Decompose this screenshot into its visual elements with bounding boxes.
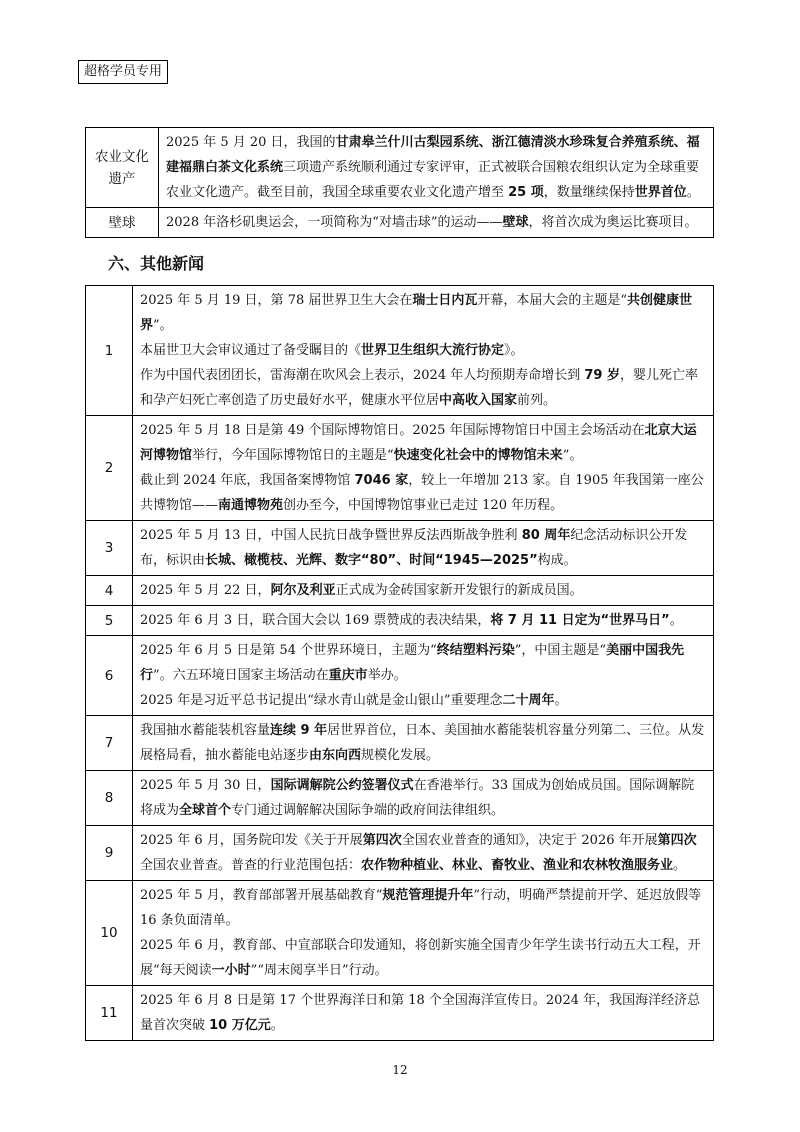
text-run: 》。 <box>504 343 524 358</box>
highlighted-text: 规范管理提升年 <box>382 888 474 903</box>
news-number: 2 <box>86 416 133 521</box>
row-label: 壁球 <box>86 208 159 238</box>
news-number: 1 <box>86 286 133 416</box>
text-run: 2025 年 6 月 3 日，联合国大会以 169 票赞成的表决结果， <box>140 613 491 628</box>
row-content <box>159 128 714 208</box>
news-row <box>86 881 714 986</box>
highlighted-text: 二十周年 <box>502 693 555 708</box>
news-row <box>86 606 714 636</box>
section-title: 六、其他新闻 <box>108 254 205 273</box>
highlighted-text: 快速变化社会中的博物馆未来 <box>393 448 563 463</box>
news-content <box>133 286 714 416</box>
paragraph <box>140 718 707 768</box>
paragraph <box>166 130 707 205</box>
text-run: 2025 年 5 月 18 日是第 49 个国际博物馆日。2025 年国际博物馆日中国主会场活动在 <box>140 423 645 438</box>
page-number: 12 <box>392 1063 408 1077</box>
news-table <box>85 285 714 1041</box>
text-run: 全国农业普查的通知》，决定于 2026 年开展 <box>401 833 658 848</box>
highlighted-text: 重庆市 <box>328 668 368 683</box>
news-number: 3 <box>86 521 133 576</box>
news-number: 5 <box>86 606 133 636</box>
paragraph <box>140 608 707 633</box>
news-row <box>86 576 714 606</box>
text-run: 构成。 <box>537 553 577 568</box>
highlighted-text: 美丽中国我先行 <box>140 643 685 683</box>
text-run: ”“周末阅享半日”行动。 <box>250 963 388 978</box>
text-run: 。 <box>669 613 683 628</box>
paragraph <box>140 418 707 468</box>
text-run: ”。 <box>153 318 173 333</box>
highlighted-text: 南通博物苑 <box>218 498 284 513</box>
highlighted-text: 甘肃皋兰什川古梨园系统、浙江德清淡水珍珠复合养殖系统、福建福鼎白茶文化系统 <box>166 135 700 175</box>
highlighted-text: 终结塑料污染 <box>436 643 515 658</box>
highlighted-text: 壁球 <box>502 215 529 230</box>
text-run: 2025 年 5 月 22 日， <box>140 583 271 598</box>
news-row <box>86 826 714 881</box>
text-run: 2025 年是习近平总书记提出“绿水青山就是金山银山”重要理念 <box>140 693 503 708</box>
text-run: 正式成为金砖国家新开发银行的新成员国。 <box>335 583 583 598</box>
text-run: ，数量继续保持 <box>543 185 635 200</box>
text-run: 作为中国代表团团长，雷海潮在吹风会上表示，2024 年人均预期寿命增长到 <box>140 368 585 383</box>
text-run: 开幕，本届大会的主题是“ <box>477 293 628 308</box>
text-run: ”行动，明确严禁提前开学、延迟放假等 16 条负面清单。 <box>140 888 702 928</box>
text-run: ”，中国主题是“ <box>514 643 607 658</box>
highlighted-text: 北京大运河博物馆 <box>140 423 697 463</box>
paragraph <box>140 288 707 338</box>
news-content <box>133 606 714 636</box>
text-run: 2025 年 5 月 19 日，第 78 届世界卫生大会在 <box>140 293 413 308</box>
paragraph <box>140 523 707 573</box>
paragraph <box>140 638 707 688</box>
news-number: 4 <box>86 576 133 606</box>
paragraph <box>140 338 707 363</box>
paragraph <box>140 468 707 518</box>
news-row <box>86 986 714 1041</box>
highlighted-text: 将 7 月 11 日定为“世界马日” <box>490 613 670 628</box>
paragraph <box>140 828 707 878</box>
highlighted-text: 国际调解院公约签署仪式 <box>270 778 414 793</box>
header-tag: 超格学员专用 <box>78 60 168 84</box>
news-content <box>133 771 714 826</box>
text-run: 。 <box>554 693 568 708</box>
text-run: 。 <box>270 1018 284 1033</box>
text-run: 本届世卫大会审议通过了备受瞩目的《 <box>140 343 362 358</box>
highlighted-text: 第四次 <box>362 833 402 848</box>
news-number: 7 <box>86 716 133 771</box>
highlighted-text: 农作物种植业、林业、畜牧业、渔业和农林牧渔服务业 <box>361 858 674 873</box>
row-label: 农业文化遗产 <box>86 128 159 208</box>
text-run: 2025 年 5 月 20 日，我国的 <box>166 135 336 150</box>
text-run: 专门通过调解解决国际争端的政府间法律组织。 <box>231 803 505 818</box>
paragraph <box>140 988 707 1038</box>
text-run: 截止到 2024 年底，我国备案博物馆 <box>140 473 355 488</box>
news-number: 6 <box>86 636 133 716</box>
highlighted-text: 全球首个 <box>179 803 232 818</box>
paragraph <box>140 578 707 603</box>
table-row <box>86 208 714 238</box>
text-run: 2025 年 5 月 13 日，中国人民抗日战争暨世界反法西斯战争胜利 <box>140 528 522 543</box>
text-run: 举行，今年国际博物馆日的主题是“ <box>192 448 394 463</box>
highlighted-text: 连续 9 年 <box>270 723 328 738</box>
highlighted-text: 由东向西 <box>309 748 362 763</box>
news-number: 11 <box>86 986 133 1041</box>
highlighted-text: 世界卫生组织大流行协定 <box>361 343 505 358</box>
news-row <box>86 416 714 521</box>
highlighted-text: 瑞士日内瓦 <box>412 293 478 308</box>
paragraph <box>140 688 707 713</box>
text-run: 三项遗产系统顺利通过专家评审，正式被联合国粮农组织认定为全球重要农业文化遗产。截至目前，我国全球重要农业文化遗产增至 <box>166 160 700 200</box>
text-run: 2025 年 6 月 5 日是第 54 个世界环境日，主题为“ <box>140 643 437 658</box>
news-content <box>133 986 714 1041</box>
highlighted-text: 25 项 <box>508 185 544 200</box>
text-run: 全国农业普查。普查的行业范围包括： <box>140 858 362 873</box>
highlighted-text: 阿尔及利亚 <box>270 583 336 598</box>
text-run: 2025 年 6 月，国务院印发《关于开展 <box>140 833 363 848</box>
news-row <box>86 636 714 716</box>
news-content <box>133 881 714 986</box>
text-run: 前列。 <box>517 393 557 408</box>
highlighted-text: 共创健康世界 <box>140 293 693 333</box>
news-number: 9 <box>86 826 133 881</box>
text-run: 2025 年 5 月，教育部部署开展基础教育“ <box>140 888 383 903</box>
highlighted-text: 一小时 <box>211 963 251 978</box>
news-number: 8 <box>86 771 133 826</box>
highlighted-text: 7046 家 <box>354 473 409 488</box>
text-run: 我国抽水蓄能装机容量 <box>140 723 271 738</box>
highlighted-text: 10 万亿元 <box>209 1018 271 1033</box>
highlighted-text: 中高收入国家 <box>439 393 518 408</box>
text-run: 在香港举行。33 国成为创始成员国。国际调解院将成为 <box>140 778 695 818</box>
text-run: ”。六五环境日国家主场活动在 <box>153 668 329 683</box>
highlighted-text: 第四次 <box>657 833 697 848</box>
text-run: 。 <box>673 858 687 873</box>
news-content <box>133 576 714 606</box>
text-run: 2025 年 6 月 8 日是第 17 个世界海洋日和第 18 个全国海洋宣传日。2024 年，我国海洋经济总量首次突破 <box>140 993 701 1033</box>
text-run: 居世界首位，日本、美国抽水蓄能装机容量分列第二、三位。从发展格局看，抽水蓄能电站逐步 <box>140 723 705 763</box>
text-run: ，较上一年增加 213 家。自 1905 年我国第一座公共博物馆—— <box>140 473 704 513</box>
text-run: 2025 年 5 月 30 日， <box>140 778 271 793</box>
news-number: 10 <box>86 881 133 986</box>
text-run: 。 <box>686 185 700 200</box>
row-content <box>159 208 714 238</box>
news-row <box>86 716 714 771</box>
highlighted-text: 长城、橄榄枝、光辉、数字“80”、时间“1945—2025” <box>205 553 538 568</box>
paragraph <box>140 363 707 413</box>
text-run: 规模化发展。 <box>361 748 440 763</box>
paragraph <box>166 210 707 235</box>
news-row <box>86 521 714 576</box>
text-run: 纪念活动标识公开发布，标识由 <box>140 528 688 568</box>
paragraph <box>140 773 707 823</box>
table-row <box>86 128 714 208</box>
text-run: 2025 年 6 月，教育部、中宣部联合印发通知，将创新实施全国青少年学生读书行动五大工程，开展“每天阅读 <box>140 938 701 978</box>
paragraph <box>140 883 707 933</box>
news-content <box>133 416 714 521</box>
text-run: 创办至今，中国博物馆事业已走过 120 年历程。 <box>283 498 564 513</box>
paragraph <box>140 933 707 983</box>
text-run: ，将首次成为奥运比赛项目。 <box>528 215 698 230</box>
text-run: 举办。 <box>367 668 407 683</box>
highlighted-text: 79 岁 <box>584 368 620 383</box>
news-row <box>86 286 714 416</box>
highlighted-text: 世界首位 <box>634 185 687 200</box>
highlighted-text: 80 周年 <box>521 528 571 543</box>
text-run: 2028 年洛杉矶奥运会，一项简称为“对墙击球”的运动—— <box>166 215 503 230</box>
news-content <box>133 826 714 881</box>
news-content <box>133 716 714 771</box>
top-table <box>85 127 714 238</box>
news-content <box>133 521 714 576</box>
news-content <box>133 636 714 716</box>
text-run: ，婴儿死亡率和孕产妇死亡率创造了历史最好水平，健康水平位居 <box>140 368 698 408</box>
text-run: ”。 <box>562 448 583 463</box>
news-row <box>86 771 714 826</box>
